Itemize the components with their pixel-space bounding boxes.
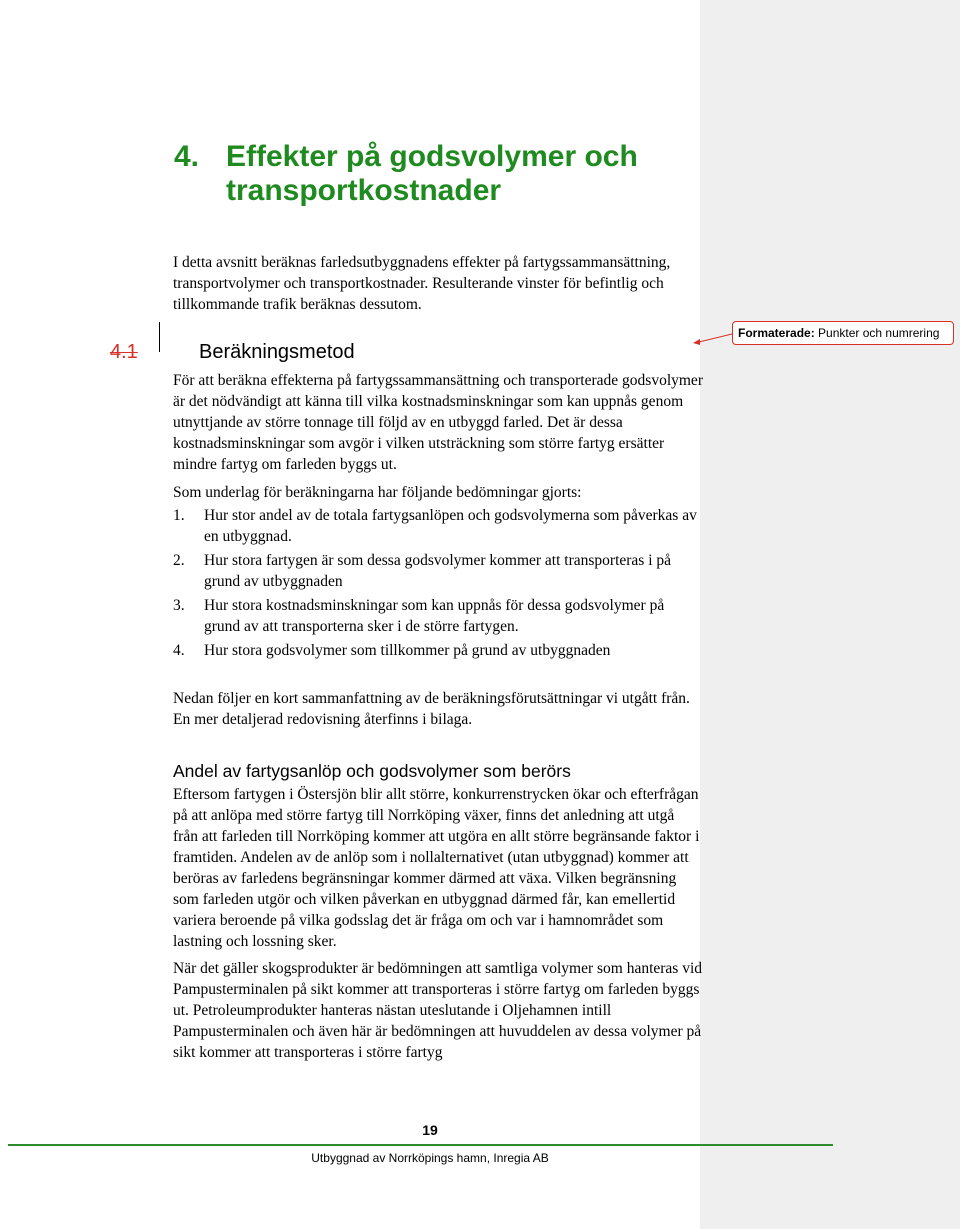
list-item	[173, 640, 703, 661]
footer-divider	[8, 1144, 833, 1146]
list-item-text: Hur stora kostnadsminskningar som kan uppnås för dessa godsvolymer på grund av att transporterna sker i de större fartygen.	[204, 597, 665, 635]
list-item-number: 3.	[173, 597, 185, 614]
chapter-number: 4.	[174, 140, 200, 173]
section-number-deleted: 4.1	[110, 341, 138, 363]
comment-text: Punkter och numrering	[818, 326, 940, 340]
list-item-number: 1.	[173, 507, 185, 524]
page-number: 19	[422, 1122, 438, 1138]
list-item-number: 2.	[173, 552, 185, 569]
list-item-number: 4.	[173, 642, 185, 659]
summary-paragraph: Nedan följer en kort sammanfattning av de beräkningsförutsättningar vi utgått från. En mer detaljerad redovisning återfinns i bilaga.	[173, 690, 690, 728]
revision-change-bar	[159, 322, 160, 352]
list-item	[173, 550, 703, 592]
section-heading: Beräkningsmetod	[199, 341, 355, 363]
section-paragraph: För att beräkna effekterna på fartygssammansättning och transporterade godsvolymer är det nödvändigt att känna till vilka kostnadsminskningar som kan uppnås genom utnyttjande av större tonnage till följd av en utbyggd farled. Det är dessa kostnadsminskningar som avgör i vilken utsträckning som större fartyg ersätter mindre fartyg om farleden byggs ut.	[173, 372, 703, 473]
list-item-text: Hur stora godsvolymer som tillkommer på grund av utbyggnaden	[204, 642, 611, 659]
comment-connector	[693, 333, 732, 345]
subsection-paragraph-2: När det gäller skogsprodukter är bedömningen att samtliga volymer som hanteras vid Pampusterminalen på sikt kommer att transporteras i större fartyg om farleden byggs ut. Petroleumprodukter hanteras nästan uteslutande i Oljehamnen intill Pampusterminalen och även här är bedömningen att huvuddelen av dessa volymer på sikt kommer att transporteras i större fartyg	[173, 960, 703, 1061]
list-item-text: Hur stora fartygen är som dessa godsvolymer kommer att transporteras i på grund av utbyggnaden	[204, 552, 672, 590]
list-item	[173, 595, 703, 637]
list-intro: Som underlag för beräkningarna har följande bedömningar gjorts:	[173, 484, 582, 501]
chapter-title-line1: Effekter på godsvolymer och	[226, 140, 638, 173]
chapter-title-line2: transportkostnader	[226, 174, 502, 207]
footer-text: Utbyggnad av Norrköpings hamn, Inregia AB	[311, 1151, 549, 1165]
subsection-paragraph-1: Eftersom fartygen i Östersjön blir allt större, konkurrenstrycken ökar och efterfrågan på att anlöpa med större fartyg till Norrköping växer, finns det anledning att utgå från att farleden till Norrköping kommer att utgöra en allt större begränsande faktor i framtiden. Andelen av de anlöp som i nollalternativet (utan utbyggnad) kommer att beröras av farledens begränsningar kommer därmed att växa. Vilken begränsning som farleden utgör och vilken påverkan en utbyggnad därmed får, kan emellertid variera beroende på vilka godsslag det är fråga om och var i hamnområdet som lastning och lossning sker.	[173, 786, 700, 950]
comments-margin-pane	[700, 0, 960, 1229]
subsection-heading: Andel av fartygsanlöp och godsvolymer som berörs	[173, 761, 571, 781]
chapter-intro-paragraph: I detta avsnitt beräknas farledsutbyggnadens effekter på fartygssammansättning, transportvolymer och transportkostnader. Resulterande vinster för befintlig och tillkommande trafik beräknas dessutom.	[173, 254, 671, 313]
formatting-comment-balloon[interactable]	[732, 321, 954, 345]
list-item-text: Hur stor andel av de totala fartygsanlöpen och godsvolymerna som påverkas av en utbyggnad.	[204, 507, 697, 545]
comment-label: Formaterade:	[738, 326, 815, 340]
chapter-heading	[174, 140, 694, 208]
list-item	[173, 505, 703, 547]
